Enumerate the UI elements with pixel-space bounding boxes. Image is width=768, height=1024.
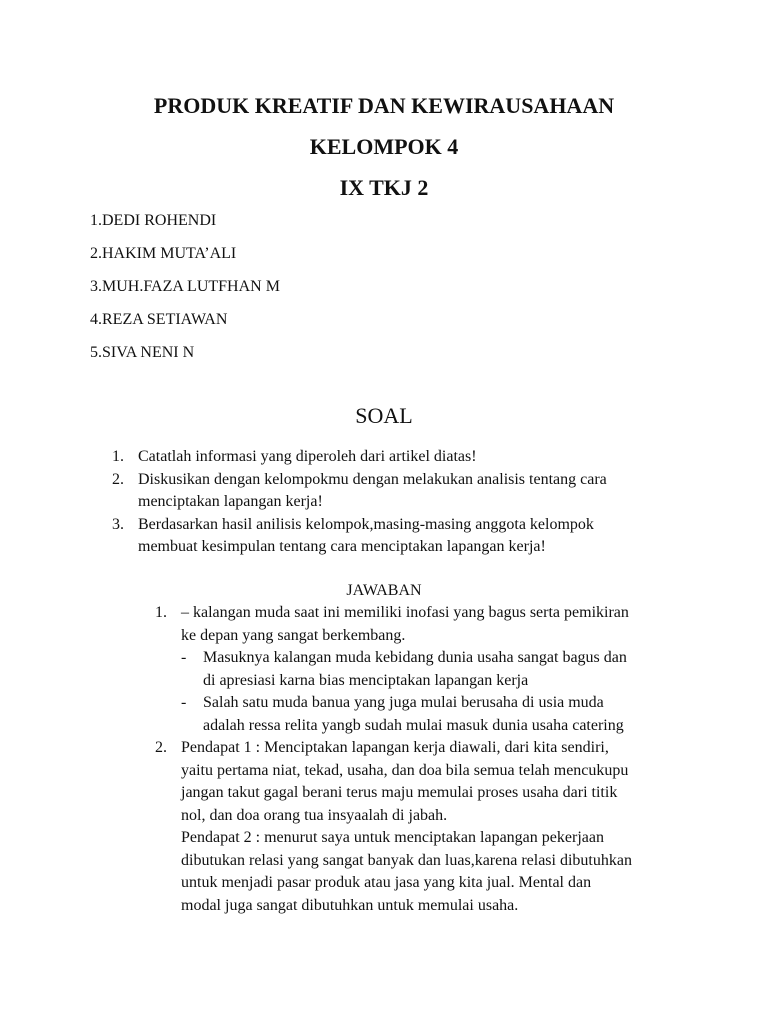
jawaban-item-line: jangan takut gagal berani terus maju memulai proses usaha dari titik xyxy=(181,784,618,801)
soal-item-line: menciptakan lapangan kerja! xyxy=(138,493,323,510)
soal-list xyxy=(112,446,692,559)
jawaban-item-line: yaitu pertama niat, tekad, usaha, dan doa bila semua telah mencukupu xyxy=(181,761,629,779)
jawaban-item-line: nol, dan doa orang tua insyaalah di jabah. xyxy=(181,806,448,824)
jawaban-item xyxy=(155,737,695,917)
jawaban-heading: JAWABAN xyxy=(346,582,422,599)
soal-item-line: membuat kesimpulan tentang cara menciptakan lapangan kerja! xyxy=(138,538,546,555)
soal-item-number: 2. xyxy=(112,470,124,488)
jawaban-item-line: Pendapat 1 : Menciptakan lapangan kerja diawali, dari kita sendiri, xyxy=(181,739,609,756)
jawaban-sublist xyxy=(181,647,695,737)
document-title: PRODUK KREATIF DAN KEWIRAUSAHAAN xyxy=(153,93,615,118)
jawaban-item-number: 1. xyxy=(155,604,167,621)
member-item: 3.MUH.FAZA LUTFHAN M xyxy=(90,278,280,295)
soal-item-line: Berdasarkan hasil anilisis kelompok,masing-masing anggota kelompok xyxy=(138,515,594,533)
jawaban-subitem-line: adalah ressa relita yangb sudah mulai masuk dunia usaha catering xyxy=(203,716,624,734)
jawaban-subitem xyxy=(181,647,695,692)
dash-bullet: - xyxy=(181,649,187,666)
jawaban-subitem xyxy=(181,692,695,737)
class-title: IX TKJ 2 xyxy=(339,175,429,200)
jawaban-item-line: untuk menjadi pasar produk atau jasa yang kita jual. Mental dan xyxy=(181,874,592,891)
jawaban-subitem-line: Masuknya kalangan muda kebidang dunia usaha sangat bagus dan xyxy=(203,649,627,666)
member-item: 1.DEDI ROHENDI xyxy=(90,212,217,229)
group-title: KELOMPOK 4 xyxy=(309,134,459,159)
soal-item xyxy=(112,446,692,469)
jawaban-item-line: dibutukan relasi yang sangat banyak dan luas,karena relasi dibutuhkan xyxy=(181,851,632,869)
jawaban-list xyxy=(155,602,695,917)
member-item: 4.REZA SETIAWAN xyxy=(90,311,228,328)
jawaban-item-line: ke depan yang sangat berkembang. xyxy=(181,626,406,644)
jawaban-subitem-line: Salah satu muda banua yang juga mulai berusaha di usia muda xyxy=(203,694,604,711)
jawaban-item-number: 2. xyxy=(155,739,167,756)
soal-item xyxy=(112,469,692,514)
soal-item-number: 3. xyxy=(112,515,124,533)
soal-item-line: Diskusikan dengan kelompokmu dengan melakukan analisis tentang cara xyxy=(138,470,607,488)
soal-item-line: Catatlah informasi yang diperoleh dari artikel diatas! xyxy=(138,448,477,465)
member-item: 5.SIVA NENI N xyxy=(90,344,195,361)
jawaban-item-line: modal juga sangat dibutuhkan untuk memulai usaha. xyxy=(181,896,519,914)
member-item: 2.HAKIM MUTA’ALI xyxy=(90,245,237,262)
soal-item xyxy=(112,514,692,559)
soal-heading: SOAL xyxy=(355,403,413,428)
jawaban-item-line: – kalangan muda saat ini memiliki inofasi yang bagus serta pemikiran xyxy=(181,604,629,621)
dash-bullet: - xyxy=(181,694,187,711)
soal-item-number: 1. xyxy=(112,448,124,465)
member-list xyxy=(90,211,280,376)
jawaban-item-line: Pendapat 2 : menurut saya untuk menciptakan lapangan pekerjaan xyxy=(181,829,604,846)
jawaban-item xyxy=(155,602,695,737)
jawaban-subitem-line: di apresiasi karna bias menciptakan lapangan kerja xyxy=(203,671,529,689)
